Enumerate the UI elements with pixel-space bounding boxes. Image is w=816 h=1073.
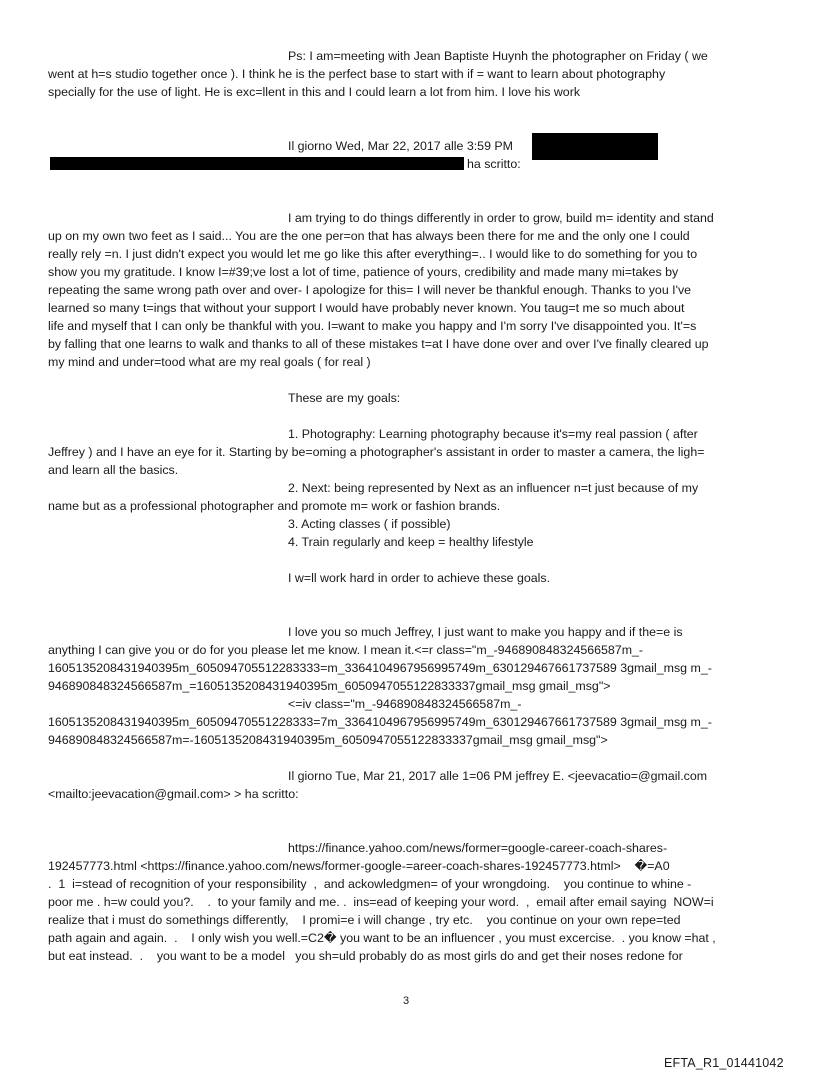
text-line: I am trying to do things differently in order to grow, build m= identity and stand [288,211,714,225]
goal-item: 1. Photography: Learning photography because it's=my real passion ( after [288,427,698,441]
document-id-footer: EFTA_R1_01441042 [664,1056,784,1070]
goal-item: 2. Next: being represented by Next as an influencer n=t just because of my [288,481,699,495]
text-line: Ps: I am=meeting with Jean Baptiste Huynh the photographer on Friday ( we [288,49,708,63]
text-line: name but as a professional photographer and promote m= work or fashion brands. [48,499,501,513]
text-line: repeating the same wrong path over and over- I apologize for this= I will never be thankful enough. Thanks to you I've [48,283,692,297]
text-line: up on my own two feet as I said... You are the one per=on that has always been there for me and the only one I could [48,229,690,243]
text-line: life and myself that I can only be thankful with you. I=want to make you happy and I'm sorry I've disappointed you. It'=s [48,319,697,333]
text-line: <=iv class="m_-946890848324566587m_- [288,697,522,711]
text-line: and learn all the basics. [48,463,179,477]
text-line: specially for the use of light. He is exc=llent in this and I could learn a lot from him. I love his work [48,85,581,99]
quote-header: <mailto:jeevacation@gmail.com> > ha scritto: [48,787,299,801]
text-line: I love you so much Jeffrey, I just want to make you happy and if the=e is [288,625,683,639]
goal-item: 4. Train regularly and keep = healthy lifestyle [288,535,534,549]
text-line: 192457773.html <https://finance.yahoo.com/news/former-google-=areer-coach-shares-192457773.html> �=A0 [48,859,670,873]
text-line: show you my gratitude. I know I=#39;ve lost a lot of time, patience of yours, credibility and made many mi=takes by [48,265,679,279]
text-line: poor me . h=w could you?. . to your family and me. . ins=ead of keeping your word. , email after email saying NOW=i [48,895,714,909]
goal-item: 3. Acting classes ( if possible) [288,517,451,531]
quote-header: ha scritto: [467,157,521,171]
text-line: by falling that one learns to walk and thanks to all of these mistakes t=at I have done over and over I've finally cleared up [48,337,709,351]
quote-header: Il giorno Tue, Mar 21, 2017 alle 1=06 PM jeffrey E. <jeevacatio=@gmail.com [288,769,708,783]
text-line: anything I can give you or do for you please let me know. I mean it.<=r class="m_-946890848324566587m_- [48,643,644,657]
text-line: realize that i must do somethings differently, I promi=e i will change , try etc. you continue on your own repe=ted [48,913,681,927]
redaction-box [532,133,658,160]
text-line: 946890848324566587m=-1605135208431940395m_6050947055122833337gmail_msg gmail_msg"> [48,733,608,747]
text-line: . 1 i=stead of recognition of your responsibility , and ackowledgmen= of your wrongdoing. you continue to whine - [48,877,692,891]
text-line: 1605135208431940395m_60509470551228333=7m_3364104967956995749m_630129467661737589 3gmail_msg m_- [48,715,712,729]
quote-header: Il giorno Wed, Mar 22, 2017 alle 3:59 PM [288,139,513,153]
text-line: really rely =n. I just didn't expect you would let me go like this after everything=.. I would like to do something for you to [48,247,698,261]
text-line: learned so many t=ings that without your support I would have probably never known. You taug=t me so much about [48,301,685,315]
page-number: 3 [403,995,410,1007]
redaction-box [50,157,464,170]
text-line: path again and again. . I only wish you well.=C2� you want to be an influencer , you must excercise. . you know =hat , [48,931,716,945]
text-line: my mind and under=tood what are my real goals ( for real ) [48,355,371,369]
text-line: went at h=s studio together once ). I think he is the perfect base to start with if = want to learn about photography [48,67,666,81]
text-line: https://finance.yahoo.com/news/former=google-career-coach-shares- [288,841,668,855]
text-line: 946890848324566587m_=1605135208431940395m_6050947055122833337gmail_msg gmail_msg"> [48,679,611,693]
text-line: 1605135208431940395m_605094705512283333=m_3364104967956995749m_630129467661737589 3gmail_msg m_- [48,661,712,675]
text-line: These are my goals: [288,391,401,405]
text-line: I w=ll work hard in order to achieve these goals. [288,571,551,585]
text-line: but eat instead. . you want to be a model you sh=uld probably do as most girls do and get their noses redone for [48,949,683,963]
text-line: Jeffrey ) and I have an eye for it. Starting by be=oming a photographer's assistant in order to master a camera, the ligh= [48,445,705,459]
